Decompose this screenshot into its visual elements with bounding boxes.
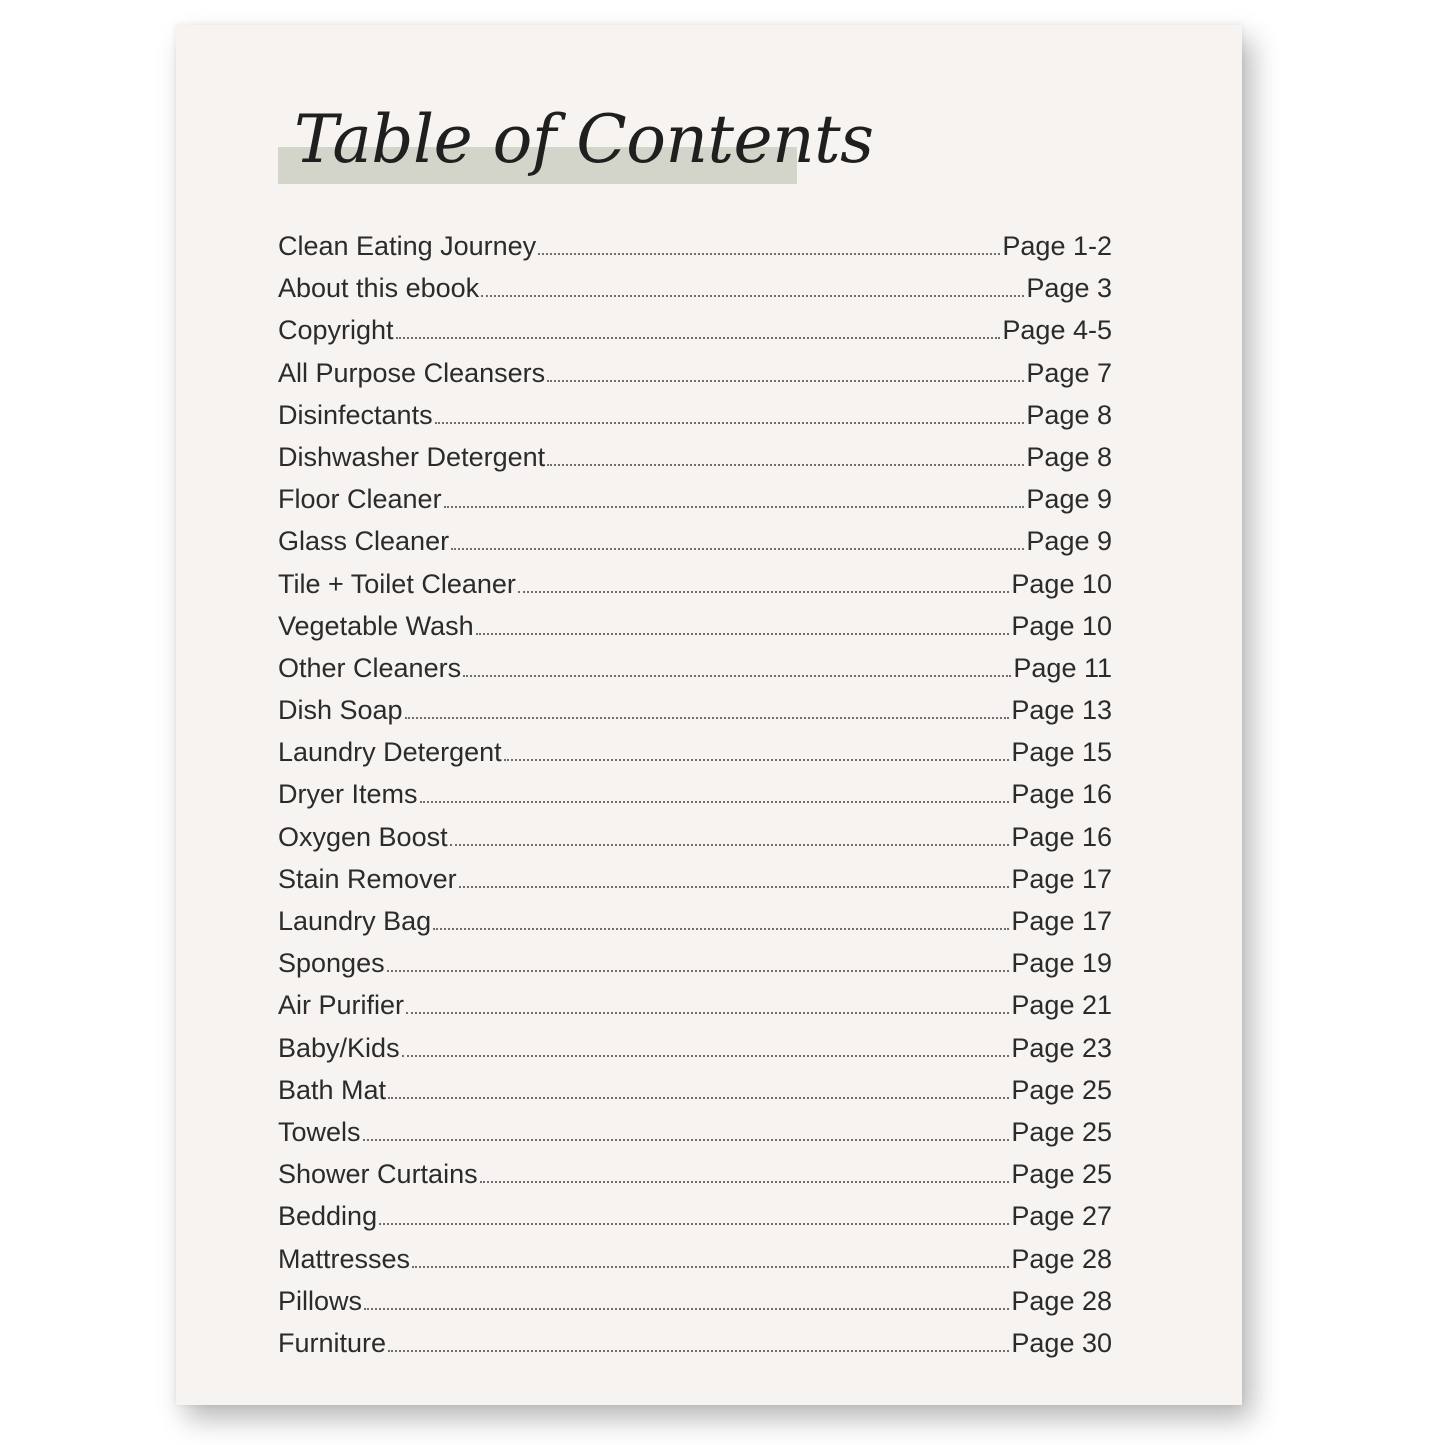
toc-entry[interactable] <box>278 442 1112 484</box>
toc-entry-page: Page 13 <box>1011 695 1112 726</box>
toc-entry-page: Page 28 <box>1011 1243 1112 1274</box>
toc-dot-leader <box>387 970 1010 972</box>
title-block <box>278 95 874 190</box>
toc-entry[interactable] <box>278 695 1112 737</box>
toc-entry-page: Page 28 <box>1011 1285 1112 1316</box>
toc-entry-page: Page 11 <box>1013 652 1112 683</box>
toc-entry[interactable] <box>278 948 1112 990</box>
toc-dot-leader <box>444 506 1025 508</box>
toc-entry-label: Other Cleaners <box>278 652 462 683</box>
toc-dot-leader <box>547 464 1024 466</box>
toc-entry-page: Page 8 <box>1026 441 1112 472</box>
toc-entry[interactable] <box>278 1033 1112 1075</box>
toc-entry-page: Page 25 <box>1011 1074 1112 1105</box>
toc-entry[interactable] <box>278 526 1112 568</box>
toc-entry-label: Mattresses <box>278 1243 411 1274</box>
toc-entry-label: Floor Cleaner <box>278 484 442 515</box>
toc-entry[interactable] <box>278 653 1112 695</box>
toc-entry-label: Glass Cleaner <box>278 526 450 557</box>
toc-dot-leader <box>388 1097 1009 1099</box>
document-page <box>176 25 1242 1405</box>
toc-entry-label: Copyright <box>278 315 394 346</box>
toc-entry-page: Page 16 <box>1011 821 1112 852</box>
toc-entry-page: Page 25 <box>1011 1159 1112 1190</box>
toc-entry-label: Stain Remover <box>278 863 457 894</box>
toc-entry-page: Page 4-5 <box>1002 315 1112 346</box>
toc-entry-page: Page 27 <box>1011 1201 1112 1232</box>
toc-entry[interactable] <box>278 1159 1112 1201</box>
toc-entry[interactable] <box>278 906 1112 948</box>
toc-dot-leader <box>363 1139 1010 1141</box>
toc-entry[interactable] <box>278 1244 1112 1286</box>
toc-dot-leader <box>463 675 1011 677</box>
toc-entry-label: Clean Eating Journey <box>278 231 537 261</box>
toc-dot-leader <box>476 633 1010 635</box>
toc-dot-leader <box>547 380 1024 382</box>
toc-dot-leader <box>480 1181 1010 1183</box>
toc-entry-label: Oxygen Boost <box>278 821 448 852</box>
toc-entry-label: Tile + Toilet Cleaner <box>278 568 516 599</box>
toc-dot-leader <box>435 422 1025 424</box>
toc-entry-label: Dish Soap <box>278 695 403 726</box>
toc-dot-leader <box>388 1350 1009 1352</box>
toc-dot-leader <box>538 253 1000 255</box>
toc-dot-leader <box>459 886 1010 888</box>
toc-dot-leader <box>396 337 1001 339</box>
toc-entry-label: Bath Mat <box>278 1074 387 1105</box>
toc-entry-page: Page 9 <box>1026 484 1112 515</box>
toc-entry[interactable] <box>278 1286 1112 1328</box>
toc-entry-page: Page 10 <box>1011 610 1112 641</box>
toc-entry[interactable] <box>278 1201 1112 1243</box>
toc-entry[interactable] <box>278 990 1112 1032</box>
toc-entry-page: Page 25 <box>1011 1116 1112 1147</box>
toc-dot-leader <box>364 1308 1009 1310</box>
toc-entry-label: Bedding <box>278 1201 378 1232</box>
toc-entry-page: Page 16 <box>1011 779 1112 810</box>
page-title: Table of Contents <box>294 101 874 178</box>
toc-entry[interactable] <box>278 315 1112 357</box>
toc-entry[interactable] <box>278 484 1112 526</box>
toc-entry-page: Page 21 <box>1011 990 1112 1021</box>
toc-entry-page: Page 30 <box>1011 1327 1112 1358</box>
toc-entry-label: Laundry Bag <box>278 906 432 936</box>
toc-dot-leader <box>412 1266 1009 1268</box>
toc-entry[interactable] <box>278 611 1112 653</box>
toc-entry-label: Air Purifier <box>278 990 405 1021</box>
toc-dot-leader <box>518 591 1010 593</box>
toc-entry-page: Page 7 <box>1026 357 1112 388</box>
table-of-contents <box>278 231 1112 1370</box>
toc-entry-page: Page 17 <box>1011 863 1112 894</box>
toc-entry[interactable] <box>278 358 1112 400</box>
toc-dot-leader <box>379 1223 1009 1225</box>
toc-dot-leader <box>420 801 1010 803</box>
toc-entry[interactable] <box>278 273 1112 315</box>
toc-entry-page: Page 15 <box>1011 737 1112 768</box>
toc-entry[interactable] <box>278 737 1112 779</box>
toc-entry-label: Laundry Detergent <box>278 737 502 768</box>
toc-entry-page: Page 8 <box>1026 399 1112 430</box>
toc-entry-label: Dryer Items <box>278 779 418 810</box>
toc-entry-label: Towels <box>278 1116 361 1147</box>
toc-dot-leader <box>504 759 1010 761</box>
toc-entry[interactable] <box>278 1117 1112 1159</box>
toc-dot-leader <box>402 1055 1010 1057</box>
toc-entry[interactable] <box>278 1075 1112 1117</box>
toc-dot-leader <box>450 844 1010 846</box>
toc-entry-label: Baby/Kids <box>278 1032 400 1063</box>
toc-dot-leader <box>406 1012 1009 1014</box>
toc-entry[interactable] <box>278 1328 1112 1370</box>
toc-entry[interactable] <box>278 400 1112 442</box>
toc-entry-label: Dishwasher Detergent <box>278 441 546 472</box>
toc-entry-label: About this ebook <box>278 273 480 304</box>
toc-entry[interactable] <box>278 864 1112 906</box>
toc-entry-page: Page 17 <box>1011 906 1112 936</box>
toc-entry-page: Page 3 <box>1026 273 1112 304</box>
toc-entry[interactable] <box>278 231 1112 273</box>
toc-entry-page: Page 10 <box>1011 568 1112 599</box>
toc-entry[interactable] <box>278 569 1112 611</box>
toc-entry-label: All Purpose Cleansers <box>278 357 546 388</box>
toc-entry[interactable] <box>278 822 1112 864</box>
toc-entry-label: Vegetable Wash <box>278 610 474 641</box>
toc-entry-page: Page 23 <box>1011 1032 1112 1063</box>
toc-dot-leader <box>433 928 1009 930</box>
toc-dot-leader <box>481 295 1024 297</box>
toc-entry-label: Pillows <box>278 1285 363 1316</box>
toc-dot-leader <box>405 717 1010 719</box>
toc-dot-leader <box>451 548 1024 550</box>
toc-entry-label: Disinfectants <box>278 399 433 430</box>
toc-entry-page: Page 1-2 <box>1002 231 1112 261</box>
toc-entry-label: Shower Curtains <box>278 1159 478 1190</box>
toc-entry-label: Sponges <box>278 948 385 979</box>
toc-entry-page: Page 9 <box>1026 526 1112 557</box>
toc-entry-label: Furniture <box>278 1327 387 1358</box>
toc-entry[interactable] <box>278 779 1112 821</box>
toc-entry-page: Page 19 <box>1011 948 1112 979</box>
